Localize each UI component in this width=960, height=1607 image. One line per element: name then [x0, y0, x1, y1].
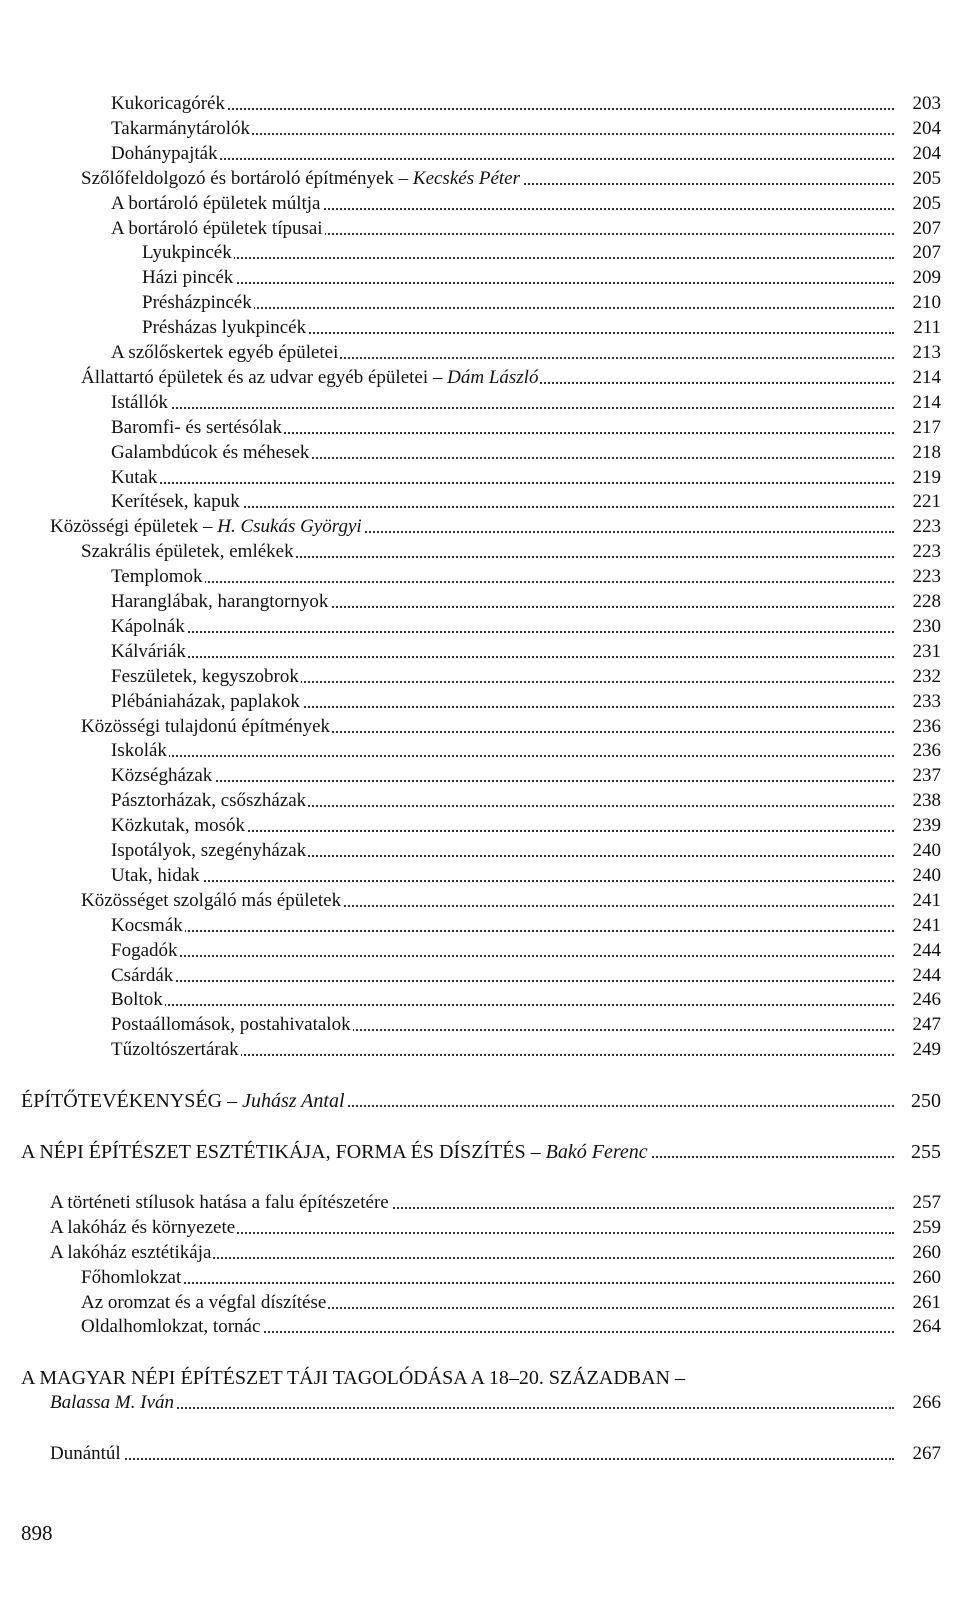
toc-entry-text: Dunántúl [50, 1443, 121, 1465]
toc-entry-title [111, 1038, 241, 1062]
toc-entry-title [111, 590, 330, 614]
toc-entry-text: ÉPÍTŐTEVÉKENYSÉG – [21, 1090, 243, 1113]
toc-entry-page: 204 [912, 142, 941, 164]
toc-dot-leader [142, 307, 894, 309]
toc-entry-page: 214 [912, 366, 941, 388]
toc-entry-title [81, 1315, 262, 1339]
toc-entry-title [111, 92, 227, 116]
toc-dot-leader [111, 407, 894, 409]
toc-entry-title [111, 490, 242, 514]
toc-entry-text: Utak, hidak [111, 864, 200, 886]
toc-entry-author: Dám László [447, 366, 539, 388]
toc-entry-title [81, 167, 522, 191]
toc-entry [0, 540, 960, 564]
toc-entry-text: Takarmánytárolók [111, 117, 251, 139]
toc-entry [0, 939, 960, 963]
toc-entry-title [21, 1089, 347, 1113]
toc-entry-text: Baromfi- és sertésólak [111, 416, 282, 438]
toc-entry-title [111, 789, 308, 813]
toc-entry [0, 914, 960, 938]
toc-entry-text: A szőlőskertek egyéb épületei [111, 342, 339, 363]
toc-entry-page: 267 [912, 1443, 941, 1465]
toc-entry [0, 117, 960, 141]
toc-entry-title [111, 565, 205, 589]
toc-entry-page: 261 [912, 1291, 941, 1313]
toc-entry-title [81, 366, 540, 390]
toc-entry [0, 1089, 960, 1113]
toc-entry [0, 217, 960, 241]
toc-entry-page: 249 [912, 1039, 941, 1061]
toc-entry-title [111, 341, 340, 365]
toc-entry [0, 266, 960, 290]
toc-entry [0, 1216, 960, 1240]
toc-entry-page: 230 [912, 615, 941, 637]
toc-dot-leader [111, 930, 894, 932]
toc-entry-title [81, 1291, 328, 1315]
toc-entry-title [111, 988, 165, 1012]
toc-entry-title [111, 142, 220, 166]
toc-entry-page: 259 [912, 1216, 941, 1238]
toc-entry [0, 889, 960, 913]
toc-entry [0, 316, 960, 340]
toc-entry-title [142, 316, 308, 340]
toc-entry-page: 210 [912, 292, 941, 314]
toc-entry-text: Főhomlokzat [81, 1266, 182, 1288]
toc-entry [0, 590, 960, 614]
toc-entry-page: 260 [912, 1266, 941, 1288]
toc-entry-page: 205 [912, 192, 941, 214]
toc-entry [0, 814, 960, 838]
toc-entry [0, 241, 960, 265]
toc-entry [0, 490, 960, 514]
toc-entry [0, 391, 960, 415]
toc-entry-page: 236 [912, 740, 941, 762]
toc-entry-page: 246 [912, 989, 941, 1011]
toc-entry [0, 1442, 960, 1466]
toc-entry [0, 789, 960, 813]
toc-entry-page: 236 [912, 715, 941, 737]
toc-entry [0, 291, 960, 315]
toc-dot-leader [81, 1282, 894, 1284]
toc-dot-leader [111, 656, 894, 658]
toc-entry-text: Közösségi épületek – [50, 516, 218, 538]
toc-entry-title [142, 291, 254, 315]
toc-entry-text: A történeti stílusok hatása a falu építészetére [50, 1191, 389, 1213]
toc-dot-leader [50, 1458, 894, 1460]
toc-entry [0, 1315, 960, 1339]
toc-entry-title [111, 441, 311, 465]
toc-entry-text: Dohánypajták [111, 142, 218, 164]
toc-entry-page: 244 [912, 939, 941, 961]
toc-entry [0, 690, 960, 714]
toc-entry-text: Templomok [111, 566, 203, 588]
toc-entry-text: Az oromzat és a végfal díszítése [81, 1291, 327, 1313]
toc-entry-title [111, 217, 325, 241]
toc-entry-text: A bortároló épületek múltja [111, 192, 321, 214]
toc-entry-text: Kálváriák [111, 640, 186, 662]
toc-entry-title [111, 939, 180, 963]
toc-entry-text: Présházas lyukpincék [142, 317, 307, 339]
toc-entry-text: Közösséget szolgáló más épületek [81, 889, 342, 911]
toc-entry-page: 223 [912, 566, 941, 588]
toc-entry-page: 250 [911, 1090, 941, 1113]
toc-entry-text: Ispotályok, szegényházak [111, 840, 307, 861]
toc-entry-page: 244 [912, 964, 941, 986]
toc-dot-leader [111, 880, 894, 882]
toc-entry-title [111, 1013, 353, 1037]
toc-entry-title [50, 1442, 123, 1466]
toc-entry-author: H. Csukás Györgyi [217, 516, 362, 538]
toc-entry-page: 209 [912, 267, 941, 289]
toc-entry-text: A lakóház és környezete [50, 1216, 236, 1238]
toc-entry-title [81, 540, 296, 564]
toc-entry [0, 142, 960, 166]
toc-entry-title [111, 690, 302, 714]
toc-entry [0, 515, 960, 539]
toc-entry-text: Közkutak, mosók [111, 815, 246, 837]
toc-entry [0, 1038, 960, 1062]
toc-entry-author: Balassa M. Iván [50, 1392, 175, 1414]
toc-entry-title [142, 241, 234, 265]
toc-entry-title [111, 739, 169, 763]
toc-dot-leader [111, 158, 894, 160]
toc-entry [0, 1140, 960, 1164]
toc-entry-page: 241 [912, 914, 941, 936]
toc-entry [0, 864, 960, 888]
toc-entry-title [50, 515, 364, 539]
toc-entry-title [81, 889, 343, 913]
toc-entry-text: Lyukpincék [142, 242, 232, 264]
toc-entry-page: 221 [912, 491, 941, 513]
toc-entry-text: Haranglábak, harangtornyok [111, 591, 329, 612]
toc-entry-page: 232 [912, 665, 941, 687]
toc-entry-title [50, 1191, 391, 1215]
toc-dot-leader [111, 631, 894, 633]
toc-entry-text: Postaállomások, postahivatalok [111, 1014, 351, 1036]
toc-dot-leader [111, 108, 894, 110]
toc-entry-title [111, 964, 175, 988]
toc-entry-text: Boltok [111, 989, 163, 1011]
toc-entry-title [81, 1266, 183, 1290]
toc-entry-text: Kutak [111, 466, 158, 488]
toc-entry-author: Kecskés Péter [412, 167, 520, 189]
toc-entry-title [111, 764, 214, 788]
toc-entry [0, 441, 960, 465]
toc-heading-line: A MAGYAR NÉPI ÉPÍTÉSZET TÁJI TAGOLÓDÁSA A 18–20. SZÁZADBAN – [21, 1367, 685, 1390]
toc-entry [0, 739, 960, 763]
toc-entry-title [111, 117, 252, 141]
toc-entry-page: 247 [912, 1014, 941, 1036]
toc-dot-leader [111, 581, 894, 583]
toc-entry [0, 466, 960, 490]
toc-entry-text: Pásztorházak, csőszházak [111, 790, 307, 812]
toc-entry-page: 217 [912, 416, 941, 438]
toc-entry-page: 205 [912, 167, 941, 189]
toc-dot-leader [111, 780, 894, 782]
toc-entry-page: 228 [912, 591, 941, 612]
toc-dot-leader [111, 482, 894, 484]
toc-dot-leader [111, 955, 894, 957]
toc-entry-page: 255 [911, 1141, 941, 1163]
toc-entry-page: 264 [912, 1316, 941, 1338]
toc-entry-title [50, 1216, 237, 1240]
toc-entry-page: 240 [912, 840, 941, 861]
toc-entry-text: Oldalhomlokzat, tornác [81, 1316, 261, 1338]
toc-entry [0, 192, 960, 216]
toc-entry-page: 223 [912, 516, 941, 538]
toc-entry-title [111, 839, 308, 863]
toc-dot-leader [111, 755, 894, 757]
toc-entry [0, 1291, 960, 1315]
toc-entry-page: 260 [912, 1241, 941, 1263]
toc-entry-text: Községházak [111, 765, 213, 787]
toc-entry-title [111, 466, 159, 490]
toc-entry-page: 218 [912, 441, 941, 463]
toc-entry-author: Juhász Antal [242, 1090, 345, 1113]
toc-entry [0, 341, 960, 365]
toc-entry-text: Szakrális épületek, emlékek [81, 541, 294, 563]
toc-entry-text: Iskolák [111, 740, 167, 762]
toc-entry [0, 1241, 960, 1265]
toc-entry-title [50, 1241, 213, 1265]
toc-entry-text: Állattartó épületek és az udvar egyéb épületei – [81, 366, 448, 388]
toc-entry [0, 565, 960, 589]
toc-entry-title [111, 914, 185, 938]
toc-entry-page: 237 [912, 765, 941, 787]
toc-entry-text: Csárdák [111, 964, 174, 986]
toc-entry [0, 366, 960, 390]
toc-entry-page: 203 [912, 93, 941, 114]
toc-entry-text: Szőlőfeldolgozó és bortároló építmények – [81, 167, 413, 189]
toc-entry-text: A lakóház esztétikája [50, 1241, 212, 1263]
toc-entry-page: 233 [912, 690, 941, 712]
toc-entry-title [111, 814, 247, 838]
toc-entry [0, 167, 960, 191]
toc-entry-page: 211 [913, 317, 941, 339]
toc-entry-page: 257 [912, 1191, 941, 1213]
toc-dot-leader [111, 980, 894, 982]
toc-entry [0, 665, 960, 689]
toc-entry-title [111, 416, 284, 440]
toc-entry-text: Kerítések, kapuk [111, 491, 240, 513]
toc-entry-page: 266 [912, 1392, 941, 1414]
toc-entry-page: 241 [912, 889, 941, 911]
toc-entry-text: Galambdúcok és méhesek [111, 441, 310, 463]
toc-entry-text: Istállók [111, 391, 168, 413]
toc-entry-page: 238 [912, 790, 941, 812]
toc-entry-text: Kápolnák [111, 615, 185, 637]
toc-dot-leader [50, 1407, 894, 1409]
toc-entry-text: A NÉPI ÉPÍTÉSZET ESZTÉTIKÁJA, FORMA ÉS DÍSZÍTÉS – [21, 1141, 546, 1163]
toc-entry-page: 240 [912, 864, 941, 886]
toc-dot-leader [142, 257, 894, 259]
toc-entry-text: A bortároló épületek típusai [111, 217, 323, 239]
toc-entry [0, 988, 960, 1012]
toc-entry-title [111, 665, 301, 689]
toc-entry-text: Tűzoltószertárak [111, 1039, 239, 1061]
toc-entry-title [111, 640, 188, 664]
toc-entry-text: Plébániaházak, paplakok [111, 690, 300, 712]
toc-entry [0, 764, 960, 788]
toc-entry-text: Házi pincék [142, 267, 234, 289]
toc-entry [0, 839, 960, 863]
toc-entry-title [111, 864, 202, 888]
toc-entry [0, 416, 960, 440]
toc-entry [0, 1013, 960, 1037]
toc-entry [0, 1191, 960, 1215]
toc-entry [0, 92, 960, 116]
toc-entry-text: Közösségi tulajdonú építmények [81, 715, 331, 737]
toc-entry-title [111, 192, 322, 216]
toc-entry-page: 213 [912, 342, 941, 363]
toc-entry-title [111, 391, 170, 415]
toc-entry-title [50, 1391, 176, 1415]
toc-entry [0, 615, 960, 639]
toc-entry-page: 239 [912, 815, 941, 837]
toc-entry-title [81, 715, 332, 739]
toc-entry [0, 715, 960, 739]
toc-entry-title [142, 266, 235, 290]
toc-entry-text: Kocsmák [111, 914, 183, 936]
toc-entry-page: 219 [912, 466, 941, 488]
toc-entry-text: Fogadók [111, 939, 178, 961]
toc-entry-page: 207 [912, 242, 941, 264]
toc-entry-text: Présházpincék [142, 292, 252, 314]
toc-entry-page: 207 [912, 217, 941, 239]
toc-entry-text: Kukoricagórék [111, 93, 225, 114]
toc-dot-leader [111, 1004, 894, 1006]
toc-entry-title [21, 1140, 650, 1164]
toc-entry [0, 1266, 960, 1290]
toc-entry-page: 204 [912, 117, 941, 139]
page-number: 898 [21, 1521, 53, 1545]
toc-entry-author: Bakó Ferenc [545, 1141, 648, 1163]
toc-entry-text: Feszületek, kegyszobrok [111, 665, 299, 687]
toc-entry-page: 214 [912, 391, 941, 413]
toc-entry [0, 640, 960, 664]
toc-entry-page: 223 [912, 541, 941, 563]
toc-entry-title [111, 615, 187, 639]
toc-dot-leader [142, 282, 894, 284]
toc-entry-page: 231 [912, 640, 941, 662]
toc-entry [0, 964, 960, 988]
toc-entry [0, 1391, 960, 1415]
